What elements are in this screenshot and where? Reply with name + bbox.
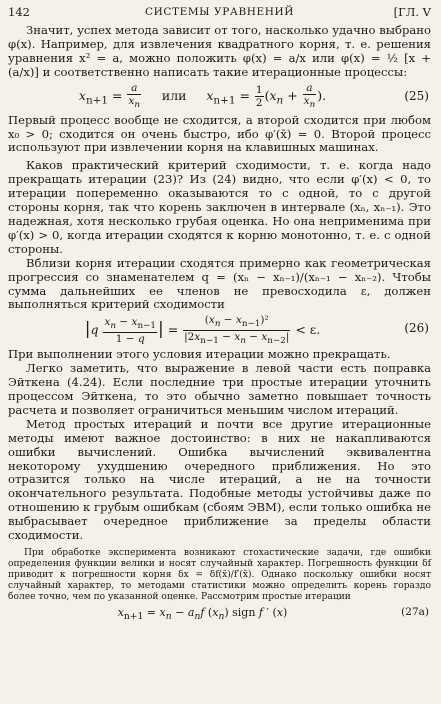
chapter-mark: [ГЛ. V [393, 5, 431, 19]
equation-number-27a: (27a) [401, 606, 429, 619]
paragraph-1: Значит, успех метода зависит от того, насколько удачно выбрано φ(x). Например, для извлечения квадратного корня, т. е. решения уравнения x² = a, можно положить φ(x) = a/x или φ(x) = ½ [x + (a/x)] и соответственно написать такие итерационные процессы: [8, 23, 431, 79]
paragraph-4: Вблизи корня итерации сходятся примерно как геометрическая прогрессия со знаменателем q = (xₙ − xₙ₋₁)/(xₙ₋₁ − xₙ₋₂). Чтобы сумма дальнейших ее членов не превосходила ε, должен выполняться критерий сходимости [8, 255, 431, 312]
paragraph-6: Легко заметить, что выражение в левой части есть поправка Эйткена (4.24). Если последние три простые итерации уточнить процессом Эйткена, то это обычно заметно повышает точность расчета и позволяет ограничиться меньшим числом итераций. [8, 361, 431, 417]
equation-27a: $x_{n+1} = x_n - a_nf$ $(x_n)$ sign f ′ (x) (27a) [117, 606, 429, 623]
or-word: или [161, 87, 187, 103]
running-header [8, 5, 431, 21]
paragraph-2: Первый процесс вообще не сходится, а второй сходится при любом x₀ > 0; сходится он очень быстро, ибо φ′(x̄) = 0. Второй процесс используют при извлечении корня на клавишных машинах. [8, 112, 431, 155]
running-title: СИСТЕМЫ УРАВНЕНИЙ [144, 6, 295, 18]
equation-number-26: (26) [404, 321, 429, 336]
main-text [8, 24, 431, 623]
paragraph-3: Каков практический критерий сходимости, т. е. когда надо прекращать итерации (23)? Из (24) видно, что если φ′(x) < 0, то итерации попеременно оказываются то с одной, то с другой стороны корня, так что корень заключен в интервале (xₙ, xₙ₋₁). Это надежная, хотя несколько грубая оценка. Но она неприменима при φ′(x) > 0, когда итерации сходятся к корню монотонно, т. е. с одной стороны. [8, 158, 431, 256]
equation-number-25: (25) [404, 88, 429, 103]
small-print-paragraph: При обработке эксперимента возникают стохастические задачи, где ошибки определения функции велики и носят случайный характер. Погрешность функции δf приводит к погрешности корня δx = δf(x̄)/f′(x̄). Однако поскольку ошибки носят случайный характер, то методами статистики можно определить корень гораздо более точно, чем по указанной оценке. Рассмотрим простые итерации [8, 548, 431, 603]
equation-25: $x_{n+1}$ = $\frac{a}{x_n}$ или $x_{n+1}$ = $\frac{1}{2}$ ($x_n$ + $\frac{a}{x_n}$ ). (25) [78, 81, 429, 110]
paragraph-5: При выполнении этого условия итерации можно прекращать. [8, 347, 391, 362]
paragraph-7: Метод простых итераций и почти все другие итерационные методы имеют важное достоинство: в них не накапливаются ошибки вычислений. Ошибка вычислений эквивалентна некоторому ухудшению очередного приближения. Но это отразится только на числе итераций, а не на точности окончательного результата. Подобные методы устойчивы даже по отношению к грубым ошибкам (сбоям ЭВМ), если только ошибка не выбрасывает очередное приближение за пределы области сходимости. [8, 416, 431, 543]
equation-26: |q $\frac{x_n - x_{n-1}}{1 - q}$ | = $\frac{(x_n - x_{n-1})^2}{|2x_{n-1} - x_n - x_{n-2}|}$ < ε. (26) [84, 314, 429, 347]
page-number: 142 [8, 5, 30, 19]
